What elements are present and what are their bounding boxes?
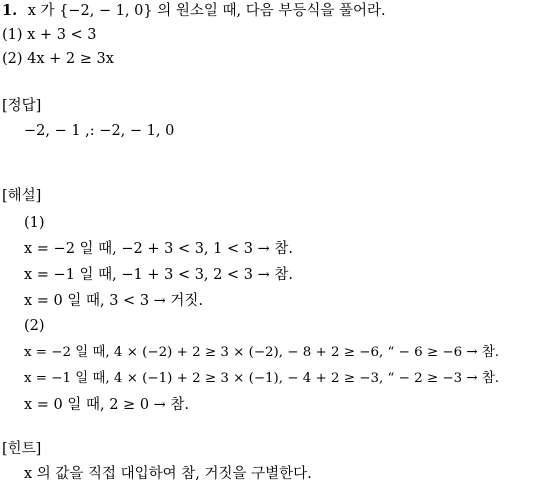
explanation-header: [해설] bbox=[2, 188, 42, 204]
hint-text: x 의 값을 직접 대입하여 참, 거짓을 구별한다. bbox=[24, 466, 312, 482]
answer-header: [정답] bbox=[2, 98, 42, 114]
problem-line bbox=[2, 2, 386, 20]
explanation-line: x = −2 일 때, −2 + 3 < 3, 1 < 3 → 참. bbox=[24, 241, 293, 257]
explanation-line: x = 0 일 때, 3 < 3 → 거짓. bbox=[24, 293, 204, 309]
explanation-line: x = −2 일 때, 4 × (−2) + 2 ≥ 3 × (−2), − 8 + 2 ≥ −6, “ − 6 ≥ −6 → 참. bbox=[24, 345, 500, 360]
problem-item-2: (2) 4x + 2 ≥ 3x bbox=[2, 51, 114, 67]
explanation-line: x = 0 일 때, 2 ≥ 0 → 참. bbox=[24, 397, 190, 413]
explanation-line: x = −1 일 때, −1 + 3 < 3, 2 < 3 → 참. bbox=[24, 267, 293, 283]
explanation-line: (2) bbox=[24, 318, 45, 334]
problem-number: 1. bbox=[2, 2, 18, 19]
explanation-line: x = −1 일 때, 4 × (−1) + 2 ≥ 3 × (−1), − 4 + 2 ≥ −3, “ − 2 ≥ −3 → 참. bbox=[24, 371, 500, 386]
explanation-line: (1) bbox=[24, 215, 45, 231]
hint-header: [힌트] bbox=[2, 441, 42, 457]
problem-item-1: (1) x + 3 < 3 bbox=[2, 27, 97, 43]
problem-statement: x 가 {−2, − 1, 0} 의 원소일 때, 다음 부등식을 풀어라. bbox=[27, 3, 386, 19]
answer-text: −2, − 1 ,: −2, − 1, 0 bbox=[24, 123, 175, 139]
